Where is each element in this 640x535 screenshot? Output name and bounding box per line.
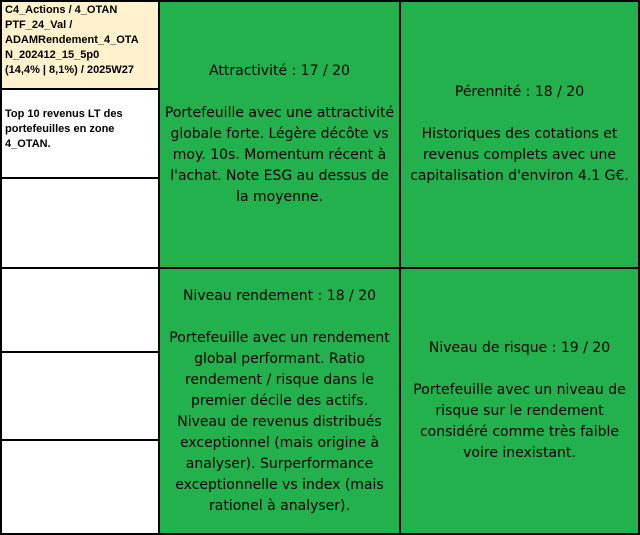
perennite-block: [401, 2, 638, 267]
portfolio-description-cell: [2, 90, 158, 177]
empty-cell-3: [2, 353, 158, 439]
perennite-title: Pérennité : 18 / 20: [454, 84, 585, 100]
header-line-3: ADAMRendement_4_OTA: [5, 34, 139, 46]
rendement-description: Portefeuille avec un rendement global performant. Ratio rendement / risque dans le premier décile des actifs. Niveau de revenus distribués exceptionnel (mais origine à analyser). Surperformance exceptionnelle vs index (mais rationel à analyser).: [169, 329, 390, 514]
header-line-5: (14,4% | 8,1%) / 2025W27: [5, 64, 135, 76]
risque-title: Niveau de risque : 19 / 20: [428, 340, 611, 356]
attractivite-title: Attractivité : 17 / 20: [209, 63, 350, 79]
attractivite-description: Portefeuille avec une attractivité globale forte. Légère décôte vs moy. 10s. Momentum récent à l'achat. Note ESG au dessus de la moyenne.: [164, 105, 395, 205]
empty-cell-2: [2, 269, 158, 351]
header-line-2: PTF_24_Val /: [5, 19, 73, 31]
attractivite-block: [160, 2, 399, 267]
portfolio-header-cell: [2, 2, 158, 88]
risque-description: Portefeuille avec un niveau de risque sur le rendement considéré comme très faible voire inexistant.: [413, 382, 626, 461]
rendement-block: [160, 269, 399, 533]
portfolio-description: Top 10 revenus LT des portefeuilles en zone 4_OTAN.: [5, 108, 123, 150]
header-line-4: N_202412_15_5p0: [5, 49, 100, 61]
risque-block: [401, 269, 638, 533]
empty-cell-4: [2, 441, 158, 533]
header-line-1: C4_Actions / 4_OTAN: [5, 4, 118, 16]
perennite-description: Historiques des cotations et revenus complets avec une capitalisation d'environ 4.1 G€.: [410, 126, 629, 184]
empty-cell-1: [2, 179, 158, 267]
rendement-title: Niveau rendement : 18 / 20: [182, 287, 377, 304]
